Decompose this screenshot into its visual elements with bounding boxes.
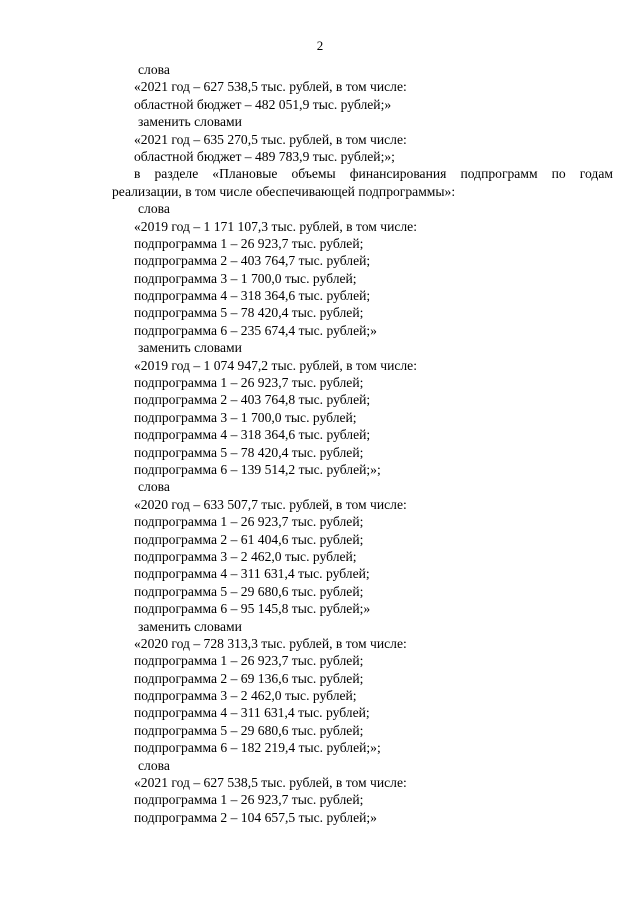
text-line: слова (138, 201, 170, 217)
text-line: заменить словами (138, 618, 242, 634)
text-line: подпрограмма 1 – 26 923,7 тыс. рублей; (134, 653, 364, 669)
page-number: 2 (316, 38, 324, 53)
text-line: подпрограмма 6 – 95 145,8 тыс. рублей;» (134, 601, 371, 617)
text-line: подпрограмма 4 – 318 364,6 тыс. рублей; (134, 427, 371, 443)
text-line: «2020 год – 633 507,7 тыс. рублей, в том числе: (134, 496, 407, 512)
text-line: заменить словами (138, 114, 242, 130)
text-line: «2021 год – 635 270,5 тыс. рублей, в том числе: (134, 131, 407, 147)
text-line: подпрограмма 5 – 78 420,4 тыс. рублей; (134, 444, 364, 460)
text-line: заменить словами (138, 340, 242, 356)
text-line: «2019 год – 1 074 947,2 тыс. рублей, в том числе: (134, 357, 417, 373)
text-line: подпрограмма 4 – 311 631,4 тыс. рублей; (134, 566, 370, 582)
text-line: подпрограмма 3 – 2 462,0 тыс. рублей; (134, 688, 357, 704)
text-line: областной бюджет – 482 051,9 тыс. рублей;» (134, 96, 392, 112)
text-line: подпрограмма 4 – 311 631,4 тыс. рублей; (134, 705, 370, 721)
text-line: «2021 год – 627 538,5 тыс. рублей, в том числе: (134, 775, 407, 791)
text-line: подпрограмма 1 – 26 923,7 тыс. рублей; (134, 792, 364, 808)
text-line: слова (138, 62, 170, 77)
text-line: подпрограмма 2 – 403 764,8 тыс. рублей; (134, 392, 371, 408)
text-line: подпрограмма 3 – 2 462,0 тыс. рублей; (134, 548, 357, 564)
document-body (0, 61, 640, 826)
text-line: «2019 год – 1 171 107,3 тыс. рублей, в том числе: (134, 218, 417, 234)
text-line: подпрограмма 1 – 26 923,7 тыс. рублей; (134, 235, 364, 251)
text-line: в разделе «Плановые объемы финансирования подпрограмм по годам (134, 166, 613, 182)
text-line: подпрограмма 2 – 104 657,5 тыс. рублей;» (134, 809, 377, 825)
text-line: подпрограмма 2 – 69 136,6 тыс. рублей; (134, 670, 364, 686)
text-line: подпрограмма 2 – 403 764,7 тыс. рублей; (134, 253, 371, 269)
text-line: подпрограмма 6 – 182 219,4 тыс. рублей;»; (134, 740, 381, 756)
text-line: подпрограмма 3 – 1 700,0 тыс. рублей; (134, 270, 357, 286)
text-line: подпрограмма 6 – 235 674,4 тыс. рублей;» (134, 322, 377, 338)
text-line: подпрограмма 4 – 318 364,6 тыс. рублей; (134, 288, 371, 304)
text-line: «2021 год – 627 538,5 тыс. рублей, в том числе: (134, 79, 407, 95)
text-line: слова (138, 757, 170, 773)
text-line: подпрограмма 5 – 29 680,6 тыс. рублей; (134, 722, 364, 738)
text-line: подпрограмма 5 – 29 680,6 тыс. рублей; (134, 583, 364, 599)
text-line: «2020 год – 728 313,3 тыс. рублей, в том числе: (134, 635, 407, 651)
text-line: подпрограмма 5 – 78 420,4 тыс. рублей; (134, 305, 364, 321)
text-line: областной бюджет – 489 783,9 тыс. рублей;»; (134, 148, 395, 164)
text-line: подпрограмма 1 – 26 923,7 тыс. рублей; (134, 375, 364, 391)
text-line: подпрограмма 6 – 139 514,2 тыс. рублей;»; (134, 461, 381, 477)
text-line: подпрограмма 3 – 1 700,0 тыс. рублей; (134, 409, 357, 425)
text-line: подпрограмма 2 – 61 404,6 тыс. рублей; (134, 531, 364, 547)
text-line: реализации, в том числе обеспечивающей подпрограммы»: (112, 183, 456, 199)
text-line: подпрограмма 1 – 26 923,7 тыс. рублей; (134, 514, 364, 530)
text-line: слова (138, 479, 170, 495)
